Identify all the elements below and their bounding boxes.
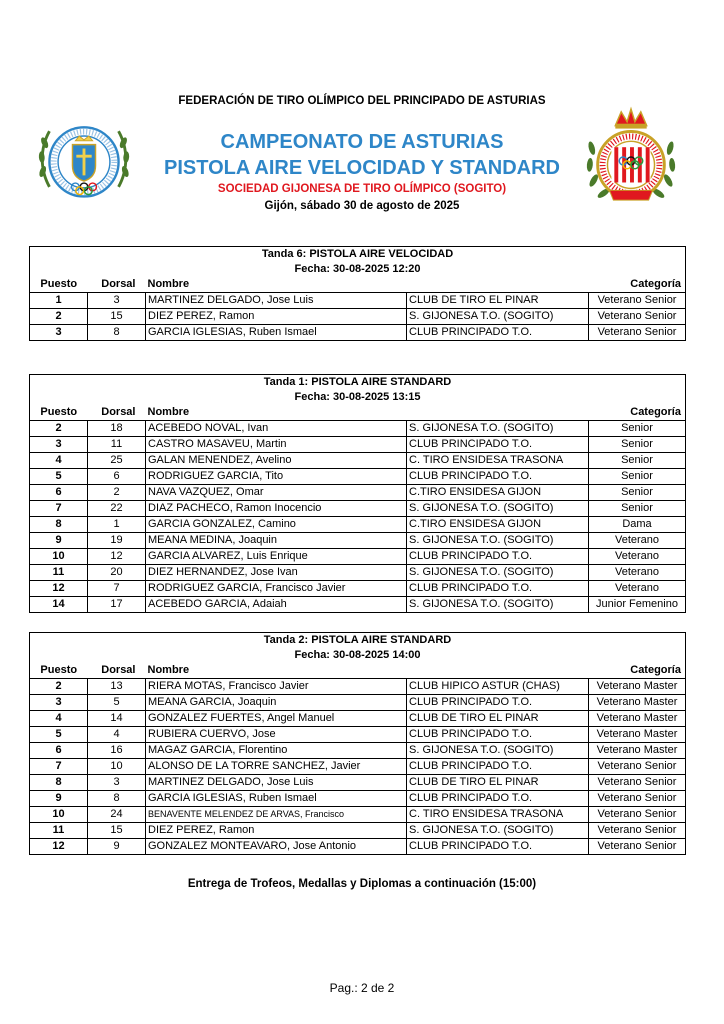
cell-categoria: Veterano Master: [589, 679, 686, 695]
cell-categoria: Veterano Master: [589, 743, 686, 759]
cell-puesto: 11: [30, 823, 88, 839]
cell-nombre: ALONSO DE LA TORRE SANCHEZ, Javier: [146, 759, 407, 775]
cell-club: S. GIJONESA T.O. (SOGITO): [407, 533, 589, 549]
col-categoria: Categoría: [589, 277, 686, 293]
cell-puesto: 5: [30, 727, 88, 743]
col-dorsal: Dorsal: [88, 663, 146, 679]
table-row: [30, 437, 686, 453]
cell-categoria: Veterano Master: [589, 727, 686, 743]
cell-nombre: ACEBEDO NOVAL, Ivan: [146, 421, 407, 437]
table-row: [30, 823, 686, 839]
cell-club: C.TIRO ENSIDESA GIJON: [407, 517, 589, 533]
cell-club: CLUB PRINCIPADO T.O.: [407, 469, 589, 485]
cell-club: S. GIJONESA T.O. (SOGITO): [407, 309, 589, 325]
cell-categoria: Senior: [589, 437, 686, 453]
cell-puesto: 9: [30, 791, 88, 807]
cell-nombre: GARCIA ALVAREZ, Luis Enrique: [146, 549, 407, 565]
cell-puesto: 3: [30, 325, 88, 341]
championship-title: CAMPEONATO DE ASTURIAS: [220, 131, 504, 153]
tanda-date: Fecha: 30-08-2025 12:20: [30, 262, 686, 277]
cell-dorsal: 22: [88, 501, 146, 517]
cell-categoria: Veterano Senior: [589, 807, 686, 823]
cell-categoria: Veterano Senior: [589, 325, 686, 341]
cell-nombre: DIEZ PEREZ, Ramon: [146, 823, 407, 839]
cell-categoria: Dama: [589, 517, 686, 533]
cell-puesto: 12: [30, 839, 88, 855]
cell-categoria: Veterano Senior: [589, 293, 686, 309]
cell-club: CLUB PRINCIPADO T.O.: [407, 549, 589, 565]
tanda-date: Fecha: 30-08-2025 14:00: [30, 648, 686, 663]
cell-nombre: RODRIGUEZ GARCIA, Tito: [146, 469, 407, 485]
table-row: [30, 679, 686, 695]
cell-puesto: 7: [30, 759, 88, 775]
cell-categoria: Senior: [589, 421, 686, 437]
federation-title: FEDERACIÓN DE TIRO OLÍMPICO DEL PRINCIPADO DE ASTURIAS: [178, 95, 546, 107]
cell-dorsal: 13: [88, 679, 146, 695]
cell-dorsal: 4: [88, 727, 146, 743]
cell-dorsal: 20: [88, 565, 146, 581]
cell-puesto: 4: [30, 711, 88, 727]
cell-dorsal: 5: [88, 695, 146, 711]
cell-nombre: NAVA VAZQUEZ, Omar: [146, 485, 407, 501]
table-row: [30, 581, 686, 597]
results-table-tanda-6: [29, 246, 686, 341]
cell-puesto: 8: [30, 517, 88, 533]
col-puesto: Puesto: [30, 663, 88, 679]
col-categoria: Categoría: [589, 663, 686, 679]
cell-puesto: 6: [30, 743, 88, 759]
table-row: [30, 453, 686, 469]
cell-nombre: GONZALEZ FUERTES, Angel Manuel: [146, 711, 407, 727]
cell-dorsal: 18: [88, 421, 146, 437]
cell-club: CLUB PRINCIPADO T.O.: [407, 759, 589, 775]
col-categoria: Categoría: [589, 405, 686, 421]
cell-nombre: DIAZ PACHECO, Ramon Inocencio: [146, 501, 407, 517]
tanda-title: Tanda 6: PISTOLA AIRE VELOCIDAD: [30, 247, 686, 263]
cell-nombre: CASTRO MASAVEU, Martin: [146, 437, 407, 453]
cell-puesto: 8: [30, 775, 88, 791]
table-row: [30, 743, 686, 759]
cell-club: S. GIJONESA T.O. (SOGITO): [407, 823, 589, 839]
cell-club: CLUB PRINCIPADO T.O.: [407, 325, 589, 341]
table-row: [30, 839, 686, 855]
cell-nombre: MAGAZ GARCIA, Florentino: [146, 743, 407, 759]
cell-club: CLUB PRINCIPADO T.O.: [407, 791, 589, 807]
table-row: [30, 293, 686, 309]
cell-dorsal: 16: [88, 743, 146, 759]
cell-puesto: 11: [30, 565, 88, 581]
col-nombre: Nombre: [146, 663, 407, 679]
cell-dorsal: 11: [88, 437, 146, 453]
cell-dorsal: 1: [88, 517, 146, 533]
cell-club: CLUB PRINCIPADO T.O.: [407, 437, 589, 453]
cell-categoria: Veterano: [589, 549, 686, 565]
cell-nombre: BENAVENTE MELENDEZ DE ARVAS, Francisco: [146, 807, 407, 823]
table-row: [30, 597, 686, 613]
cell-puesto: 3: [30, 695, 88, 711]
cell-puesto: 6: [30, 485, 88, 501]
cell-club: S. GIJONESA T.O. (SOGITO): [407, 597, 589, 613]
cell-club: S. GIJONESA T.O. (SOGITO): [407, 421, 589, 437]
col-dorsal: Dorsal: [88, 277, 146, 293]
table-row: [30, 695, 686, 711]
cell-dorsal: 10: [88, 759, 146, 775]
col-nombre: Nombre: [146, 277, 407, 293]
results-table-tanda-1: [29, 374, 686, 613]
cell-puesto: 7: [30, 501, 88, 517]
tanda-title: Tanda 1: PISTOLA AIRE STANDARD: [30, 375, 686, 391]
cell-nombre: GARCIA IGLESIAS, Ruben Ismael: [146, 325, 407, 341]
col-nombre: Nombre: [146, 405, 407, 421]
table-row: [30, 421, 686, 437]
table-row: [30, 469, 686, 485]
cell-club: CLUB PRINCIPADO T.O.: [407, 581, 589, 597]
cell-puesto: 4: [30, 453, 88, 469]
cell-dorsal: 9: [88, 839, 146, 855]
cell-dorsal: 8: [88, 325, 146, 341]
event-title: PISTOLA AIRE VELOCIDAD Y STANDARD: [164, 157, 560, 179]
table-row: [30, 325, 686, 341]
sogito-emblem-icon: [582, 104, 680, 210]
table-row: [30, 807, 686, 823]
col-puesto: Puesto: [30, 405, 88, 421]
cell-club: CLUB DE TIRO EL PINAR: [407, 293, 589, 309]
table-row: [30, 517, 686, 533]
cell-club: S. GIJONESA T.O. (SOGITO): [407, 743, 589, 759]
cell-categoria: Senior: [589, 501, 686, 517]
cell-categoria: Veterano Master: [589, 695, 686, 711]
cell-nombre: GARCIA GONZALEZ, Camino: [146, 517, 407, 533]
table-row: [30, 775, 686, 791]
table-row: [30, 485, 686, 501]
cell-puesto: 2: [30, 421, 88, 437]
cell-puesto: 10: [30, 549, 88, 565]
cell-dorsal: 3: [88, 775, 146, 791]
cell-puesto: 10: [30, 807, 88, 823]
table-row: [30, 711, 686, 727]
cell-nombre: GALAN MENENDEZ, Avelino: [146, 453, 407, 469]
cell-nombre: MARTINEZ DELGADO, Jose Luis: [146, 775, 407, 791]
cell-dorsal: 8: [88, 791, 146, 807]
cell-puesto: 5: [30, 469, 88, 485]
cell-dorsal: 19: [88, 533, 146, 549]
cell-club: C. TIRO ENSIDESA TRASONA: [407, 807, 589, 823]
cell-dorsal: 6: [88, 469, 146, 485]
cell-categoria: Veterano Senior: [589, 823, 686, 839]
cell-club: C.TIRO ENSIDESA GIJON: [407, 485, 589, 501]
cell-nombre: GARCIA IGLESIAS, Ruben Ismael: [146, 791, 407, 807]
results-table-tanda-2: [29, 632, 686, 855]
col-puesto: Puesto: [30, 277, 88, 293]
cell-categoria: Veterano Senior: [589, 775, 686, 791]
table-row: [30, 727, 686, 743]
cell-categoria: Veterano: [589, 533, 686, 549]
cell-club: S. GIJONESA T.O. (SOGITO): [407, 501, 589, 517]
cell-categoria: Veterano Master: [589, 711, 686, 727]
cell-nombre: MARTINEZ DELGADO, Jose Luis: [146, 293, 407, 309]
table-row: [30, 759, 686, 775]
cell-dorsal: 24: [88, 807, 146, 823]
cell-nombre: MEANA GARCIA, Joaquin: [146, 695, 407, 711]
tanda-title: Tanda 2: PISTOLA AIRE STANDARD: [30, 633, 686, 649]
cell-nombre: GONZALEZ MONTEAVARO, Jose Antonio: [146, 839, 407, 855]
cell-dorsal: 15: [88, 823, 146, 839]
cell-puesto: 3: [30, 437, 88, 453]
cell-dorsal: 15: [88, 309, 146, 325]
event-date: Gijón, sábado 30 de agosto de 2025: [264, 200, 460, 212]
cell-club: S. GIJONESA T.O. (SOGITO): [407, 565, 589, 581]
cell-puesto: 12: [30, 581, 88, 597]
table-row: [30, 533, 686, 549]
cell-puesto: 1: [30, 293, 88, 309]
cell-puesto: 2: [30, 309, 88, 325]
cell-nombre: MEANA MEDINA, Joaquin: [146, 533, 407, 549]
tanda-date: Fecha: 30-08-2025 13:15: [30, 390, 686, 405]
cell-club: CLUB DE TIRO EL PINAR: [407, 775, 589, 791]
cell-dorsal: 2: [88, 485, 146, 501]
cell-nombre: DIEZ PEREZ, Ramon: [146, 309, 407, 325]
cell-puesto: 9: [30, 533, 88, 549]
cell-club: CLUB DE TIRO EL PINAR: [407, 711, 589, 727]
cell-puesto: 14: [30, 597, 88, 613]
cell-categoria: Veterano Senior: [589, 791, 686, 807]
cell-club: CLUB PRINCIPADO T.O.: [407, 727, 589, 743]
cell-nombre: ACEBEDO GARCIA, Adaiah: [146, 597, 407, 613]
cell-dorsal: 3: [88, 293, 146, 309]
cell-nombre: RUBIERA CUERVO, Jose: [146, 727, 407, 743]
cell-categoria: Junior Femenino: [589, 597, 686, 613]
cell-dorsal: 7: [88, 581, 146, 597]
table-row: [30, 309, 686, 325]
table-row: [30, 791, 686, 807]
page-number: Pag.: 2 de 2: [329, 981, 395, 995]
cell-categoria: Veterano: [589, 565, 686, 581]
cell-puesto: 2: [30, 679, 88, 695]
table-row: [30, 501, 686, 517]
cell-categoria: Veterano: [589, 581, 686, 597]
cell-categoria: Senior: [589, 485, 686, 501]
cell-nombre: RIERA MOTAS, Francisco Javier: [146, 679, 407, 695]
cell-categoria: Senior: [589, 469, 686, 485]
cell-dorsal: 14: [88, 711, 146, 727]
cell-club: CLUB PRINCIPADO T.O.: [407, 695, 589, 711]
cell-dorsal: 12: [88, 549, 146, 565]
cell-categoria: Veterano Senior: [589, 759, 686, 775]
table-row: [30, 549, 686, 565]
cell-categoria: Senior: [589, 453, 686, 469]
cell-categoria: Veterano Senior: [589, 839, 686, 855]
cell-club: CLUB PRINCIPADO T.O.: [407, 839, 589, 855]
cell-dorsal: 17: [88, 597, 146, 613]
cell-nombre: RODRIGUEZ GARCIA, Francisco Javier: [146, 581, 407, 597]
cell-dorsal: 25: [88, 453, 146, 469]
trophies-note: Entrega de Trofeos, Medallas y Diplomas a continuación (15:00): [187, 878, 537, 890]
host-society: SOCIEDAD GIJONESA DE TIRO OLÍMPICO (SOGITO): [217, 183, 507, 195]
cell-categoria: Veterano Senior: [589, 309, 686, 325]
cell-club: C. TIRO ENSIDESA TRASONA: [407, 453, 589, 469]
cell-club: CLUB HIPICO ASTUR (CHAS): [407, 679, 589, 695]
table-row: [30, 565, 686, 581]
cell-nombre: DIEZ HERNANDEZ, Jose Ivan: [146, 565, 407, 581]
col-dorsal: Dorsal: [88, 405, 146, 421]
